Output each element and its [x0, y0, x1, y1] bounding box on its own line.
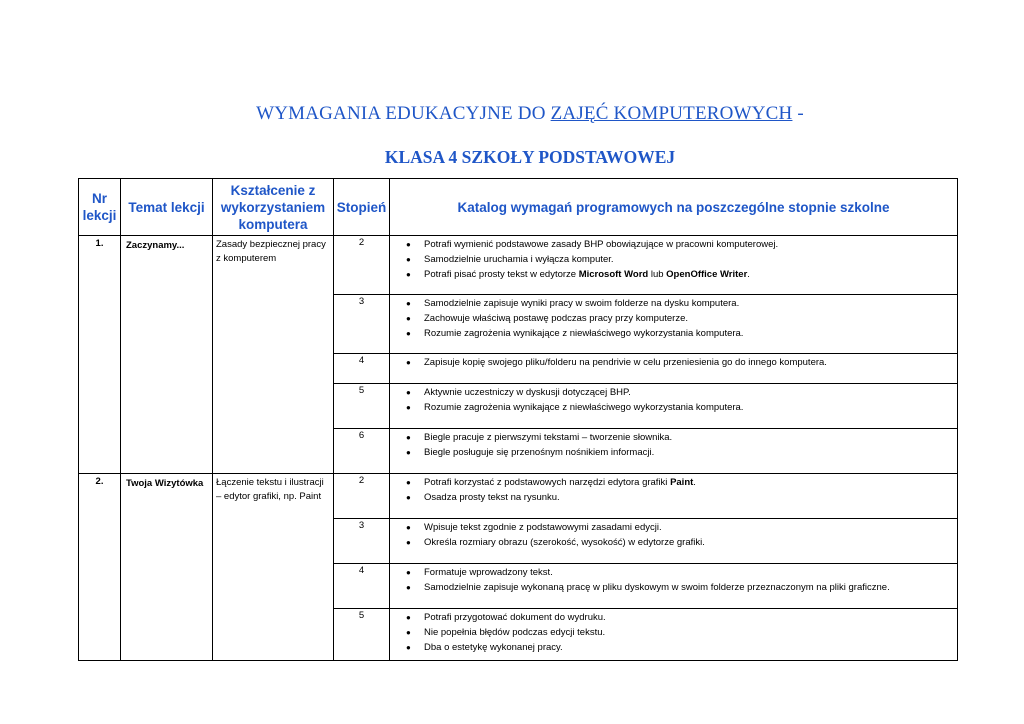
- requirements-list: [406, 355, 953, 370]
- requirement-item: [406, 610, 953, 625]
- requirement-bold-text: OpenOffice Writer: [666, 269, 748, 280]
- requirement-text: Potrafi korzystać z podstawowych narzędzi edytora grafiki: [424, 477, 671, 488]
- table-body: [79, 236, 958, 661]
- requirement-item: [406, 565, 953, 580]
- requirement-text: .: [747, 269, 750, 280]
- lesson-education-method: Zasady bezpiecznej pracy z komputerem: [213, 236, 334, 474]
- lesson-number: 1.: [79, 236, 121, 474]
- requirements-cell: [390, 384, 958, 429]
- title-part1: WYMAGANIA EDUKACYJNE DO: [256, 103, 551, 124]
- grade-value: 3: [334, 519, 390, 564]
- header-row: [79, 179, 958, 236]
- requirement-text: Samodzielnie zapisuje wykonaną pracę w pliku dyskowym w swoim folderze przeznaczonym na pliki graficzne.: [424, 582, 890, 593]
- requirement-text: .: [693, 477, 696, 488]
- grade-value: 4: [334, 354, 390, 384]
- requirement-item: [406, 445, 953, 460]
- requirement-item: [406, 520, 953, 535]
- requirement-item: [406, 311, 953, 326]
- requirements-list: [406, 610, 953, 655]
- requirement-text: Określa rozmiary obrazu (szerokość, wysokość) w edytorze grafiki.: [424, 537, 705, 548]
- requirement-item: [406, 625, 953, 640]
- header-stopien: Stopień: [334, 179, 390, 236]
- grade-value: 5: [334, 384, 390, 429]
- lesson-number: 2.: [79, 474, 121, 661]
- requirement-text: Rozumie zagrożenia wynikające z niewłaściwego wykorzystania komputera.: [424, 328, 744, 339]
- grade-value: 2: [334, 474, 390, 519]
- lesson-education-method: Łączenie tekstu i ilustracji – edytor grafiki, np. Paint: [213, 474, 334, 661]
- requirement-item: [406, 640, 953, 655]
- grade-value: 3: [334, 295, 390, 354]
- requirements-cell: [390, 474, 958, 519]
- header-temat: Temat lekcji: [121, 179, 213, 236]
- requirements-cell: [390, 564, 958, 609]
- requirement-text: Rozumie zagrożenia wynikające z niewłaściwego wykorzystania komputera.: [424, 402, 744, 413]
- requirement-item: [406, 385, 953, 400]
- requirement-bold-text: Microsoft Word: [578, 269, 649, 280]
- requirement-bold-text: Paint: [670, 477, 694, 488]
- requirement-text: Formatuje wprowadzony tekst.: [424, 567, 553, 578]
- requirements-cell: [390, 429, 958, 474]
- requirements-list: [406, 430, 953, 460]
- requirement-text: Aktywnie uczestniczy w dyskusji dotyczącej BHP.: [424, 387, 631, 398]
- requirement-item: [406, 237, 953, 252]
- requirements-cell: [390, 295, 958, 354]
- requirements-table: [78, 178, 958, 661]
- grade-value: 6: [334, 429, 390, 474]
- requirement-item: [406, 296, 953, 311]
- requirements-list: [406, 237, 953, 282]
- header-katalog: Katalog wymagań programowych na poszczególne stopnie szkolne: [390, 179, 958, 236]
- grade-value: 4: [334, 564, 390, 609]
- title-part3: -: [792, 103, 804, 124]
- grade-value: 5: [334, 609, 390, 661]
- requirement-item: [406, 400, 953, 415]
- table-row: [79, 474, 958, 519]
- lesson-topic: Twoja Wizytówka: [121, 474, 213, 661]
- requirement-item: [406, 475, 953, 490]
- requirements-cell: [390, 609, 958, 661]
- requirement-text: Zapisuje kopię swojego pliku/folderu na pendrivie w celu przeniesienia go do innego komputera.: [424, 357, 827, 368]
- requirement-text: Zachowuje właściwą postawę podczas pracy przy komputerze.: [424, 313, 689, 324]
- requirements-list: [406, 385, 953, 415]
- requirement-text: Biegle pracuje z pierwszymi tekstami – tworzenie słownika.: [424, 432, 673, 443]
- requirements-list: [406, 296, 953, 341]
- requirement-text: Dba o estetykę wykonanej pracy.: [424, 642, 563, 653]
- requirements-cell: [390, 354, 958, 384]
- requirement-text: Biegle posługuje się przenośnym nośnikiem informacji.: [424, 447, 655, 458]
- requirement-text: Potrafi wymienić podstawowe zasady BHP obowiązujące w pracowni komputerowej.: [424, 239, 779, 250]
- header-ksztalcenie: Kształcenie z wykorzystaniem komputera: [213, 179, 334, 236]
- requirement-text: Samodzielnie zapisuje wyniki pracy w swoim folderze na dysku komputera.: [424, 298, 740, 309]
- requirement-item: [406, 267, 953, 282]
- requirement-item: [406, 355, 953, 370]
- requirements-list: [406, 565, 953, 595]
- requirement-text: Nie popełnia błędów podczas edycji tekstu.: [424, 627, 606, 638]
- document-title: [0, 103, 1024, 125]
- requirement-item: [406, 580, 953, 595]
- requirement-text: Potrafi pisać prosty tekst w edytorze: [424, 269, 579, 280]
- grade-value: 2: [334, 236, 390, 295]
- requirement-text: Wpisuje tekst zgodnie z podstawowymi zasadami edycji.: [424, 522, 662, 533]
- requirement-text: lub: [648, 269, 667, 280]
- table-row: [79, 236, 958, 295]
- title-part2: ZAJĘĆ KOMPUTEROWYCH: [550, 103, 793, 124]
- requirements-cell: [390, 519, 958, 564]
- requirement-item: [406, 252, 953, 267]
- requirement-item: [406, 535, 953, 550]
- lesson-topic: Zaczynamy...: [121, 236, 213, 474]
- header-nr: Nr lekcji: [79, 179, 121, 236]
- requirement-item: [406, 490, 953, 505]
- requirement-item: [406, 430, 953, 445]
- requirements-list: [406, 520, 953, 550]
- document-subtitle: KLASA 4 SZKOŁY PODSTAWOWEJ: [384, 147, 676, 167]
- requirement-text: Osadza prosty tekst na rysunku.: [424, 492, 560, 503]
- requirements-cell: [390, 236, 958, 295]
- requirement-text: Samodzielnie uruchamia i wyłącza komputer.: [424, 254, 614, 265]
- requirements-list: [406, 475, 953, 505]
- requirement-item: [406, 326, 953, 341]
- requirement-text: Potrafi przygotować dokument do wydruku.: [424, 612, 606, 623]
